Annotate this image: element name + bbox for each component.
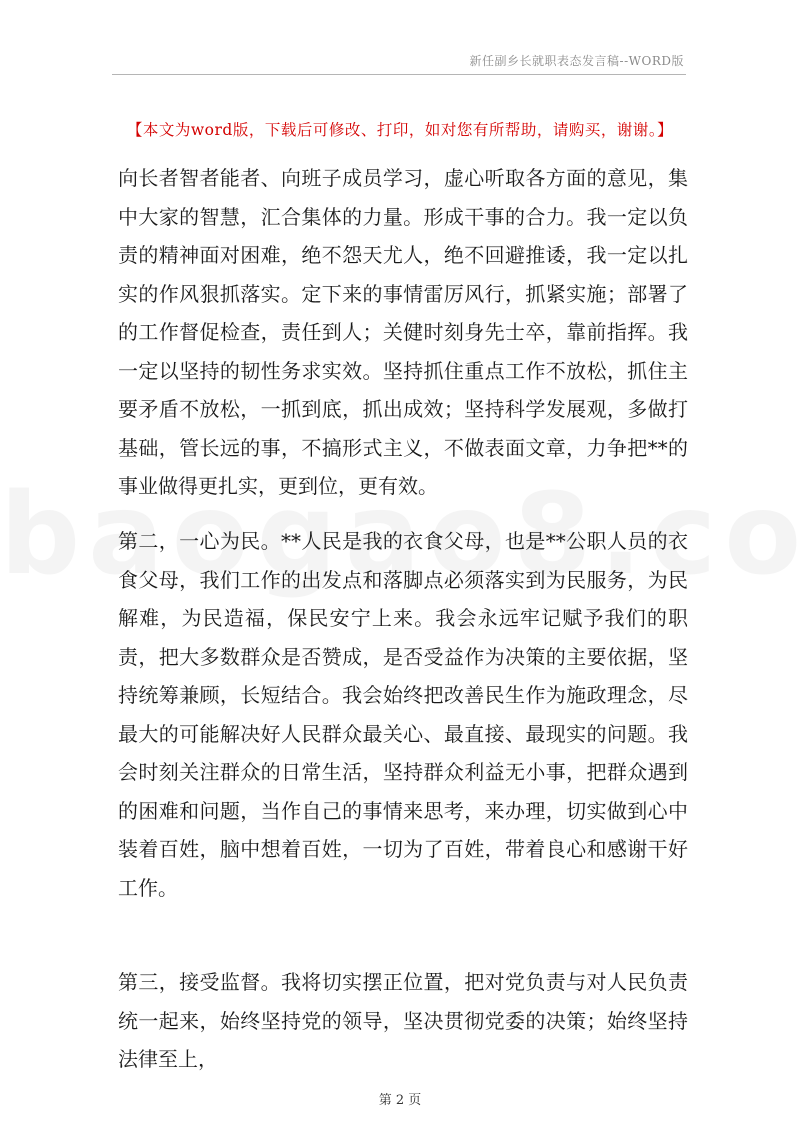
body-paragraph-2: 第二，一心为民。**人民是我的衣食父母，也是**公职人员的衣食父母，我们工作的出发点和落脚点必须落实到为民服务，为民解难，为民造福，保民安宁上来。我会永远牢记赋予我们的职责，把大多数群众是否赞成，是否受益作为决策的主要依据，坚持统筹兼顾，长短结合。我会始终把改善民生作为施政理念，尽最大的可能解决好人民群众最关心、最直接、最现实的问题。我会时刻关注群众的日常生活，坚持群众利益无小事，把群众遇到的困难和问题，当作自己的事情来思考，来办理，切实做到心中装着百姓，脑中想着百姓，一切为了百姓，带着良心和感谢干好工作。 [118,529,688,900]
download-notice: 【本文为word版，下载后可修改、打印，如对您有所帮助，请购买，谢谢。】 [126,121,674,139]
body-paragraph-3: 第三，接受监督。我将切实摆正位置，把对党负责与对人民负责统一起来，始终坚持党的领导，坚决贯彻党委的决策；始终坚持法律至上， [118,970,688,1071]
header-divider [112,74,686,75]
body-paragraph-1: 向长者智者能者、向班子成员学习，虚心听取各方面的意见，集中大家的智慧，汇合集体的力量。形成干事的合力。我一定以负责的精神面对困难，绝不怨天尤人，绝不回避推诿，我一定以扎实的作风狠抓落实。定下来的事情雷厉风行，抓紧实施；部署了的工作督促检查，责任到人；关健时刻身先士卒，靠前指挥。我一定以坚持的韧性务求实效。坚持抓住重点工作不放松，抓住主要矛盾不放松，一抓到底，抓出成效；坚持科学发展观，多做打基础，管长远的事，不搞形式主义，不做表面文章，力争把**的事业做得更扎实，更到位，更有效。 [118,166,688,498]
page-number: 第 2 页 [378,1093,422,1108]
document-header-title: 新任副乡长就职表态发言稿--WORD版 [469,54,684,68]
